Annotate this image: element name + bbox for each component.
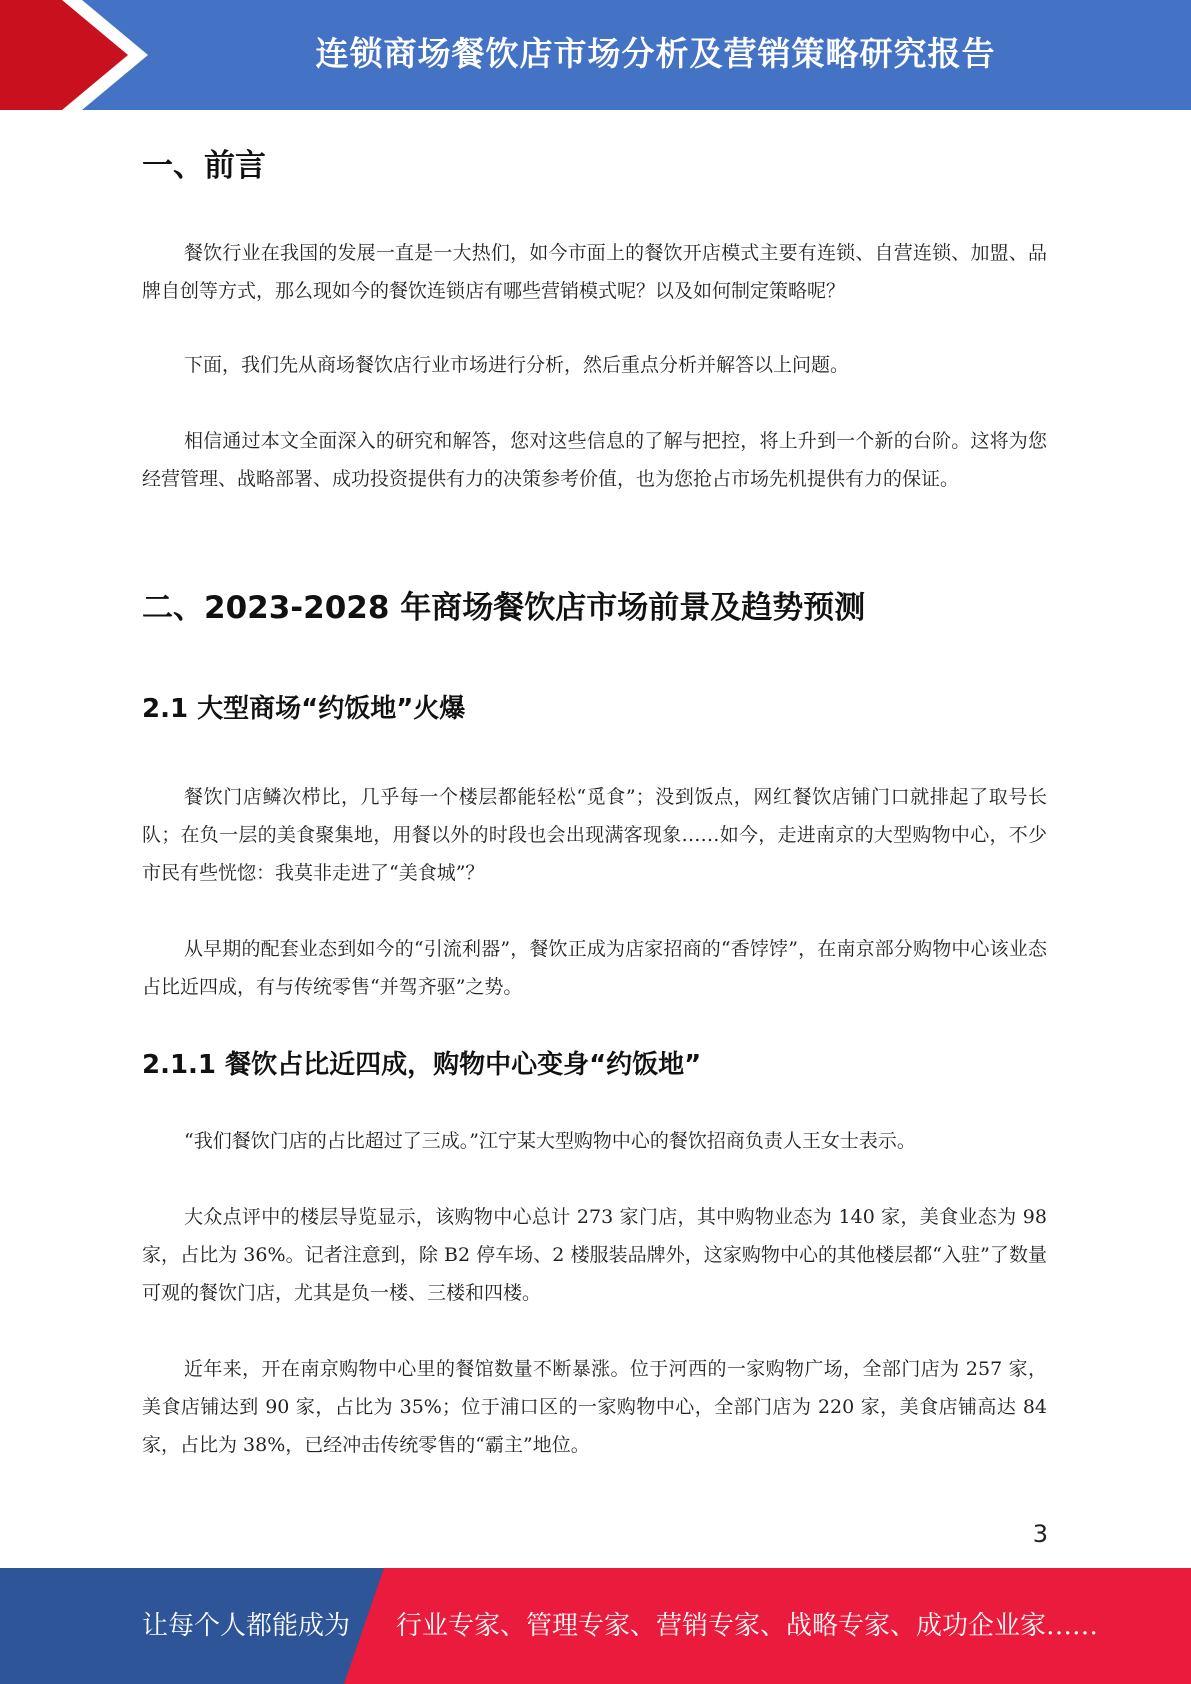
paragraph: 近年来，开在南京购物中心里的餐馆数量不断暴涨。位于河西的一家购物广场，全部门店为 257 家，美食店铺达到 90 家，占比为 35%；位于浦口区的一家购物中心，全部门店为 220 家，美食店铺高达 84 家，占比为 38%，已经冲击传统零售的“霸主”地位。 bbox=[142, 1358, 1047, 1456]
subsubsection-heading: 2.1.1 餐饮占比近四成，购物中心变身“约饭地” bbox=[142, 1050, 702, 1080]
paragraph: 从早期的配套业态到如今的“引流利器”，餐饮正成为店家招商的“香饽饽”，在南京部分购物中心该业态占比近四成，有与传统零售“并驾齐驱”之势。 bbox=[142, 938, 1047, 998]
subsection-heading: 2.1 大型商场“约饭地”火爆 bbox=[142, 694, 466, 724]
paragraph: 餐饮门店鳞次栉比，几乎每一个楼层都能轻松“觅食”；没到饭点，网红餐饮店铺门口就排起了取号长队；在负一层的美食聚集地，用餐以外的时段也会出现满客现象……如今，走进南京的大型购物中心，不少市民有些恍惚：我莫非走进了“美食城”？ bbox=[142, 786, 1047, 884]
paragraph: 下面，我们先从商场餐饮店行业市场进行分析，然后重点分析并解答以上问题。 bbox=[184, 354, 850, 376]
section-heading-forecast: 二、2023-2028 年商场餐饮店市场前景及趋势预测 bbox=[142, 590, 866, 626]
paragraph: 餐饮行业在我国的发展一直是一大热们，如今市面上的餐饮开店模式主要有连锁、自营连锁、加盟、品牌自创等方式，那么现如今的餐饮连锁店有哪些营销模式呢？以及如何制定策略呢？ bbox=[142, 242, 1047, 302]
paragraph: “我们餐饮门店的占比超过了三成。”江宁某大型购物中心的餐饮招商负责人王女士表示。 bbox=[184, 1130, 916, 1152]
paragraph: 相信通过本文全面深入的研究和解答，您对这些信息的了解与把控，将上升到一个新的台阶。这将为您经营管理、战略部署、成功投资提供有力的决策参考价值，也为您抢占市场先机提供有力的保证。 bbox=[142, 430, 1047, 490]
footer-slogan-right: 行业专家、管理专家、营销专家、战略专家、成功企业家…… bbox=[396, 1611, 1099, 1641]
section-heading-preface: 一、前言 bbox=[142, 148, 266, 184]
paragraph: 大众点评中的楼层导览显示，该购物中心总计 273 家门店，其中购物业态为 140 家，美食业态为 98 家，占比为 36%。记者注意到，除 B2 停车场、2 楼服装品牌外，这家购物中心的其他楼层都“入驻”了数量可观的餐饮门店，尤其是负一楼、三楼和四楼。 bbox=[142, 1206, 1047, 1304]
document-title: 连锁商场餐饮店市场分析及营销策略研究报告 bbox=[315, 34, 996, 73]
footer-slogan-left: 让每个人都能成为 bbox=[142, 1611, 351, 1641]
header-banner bbox=[0, 0, 1191, 110]
page-number: 3 bbox=[1032, 1520, 1048, 1548]
footer-banner bbox=[0, 1568, 1191, 1684]
